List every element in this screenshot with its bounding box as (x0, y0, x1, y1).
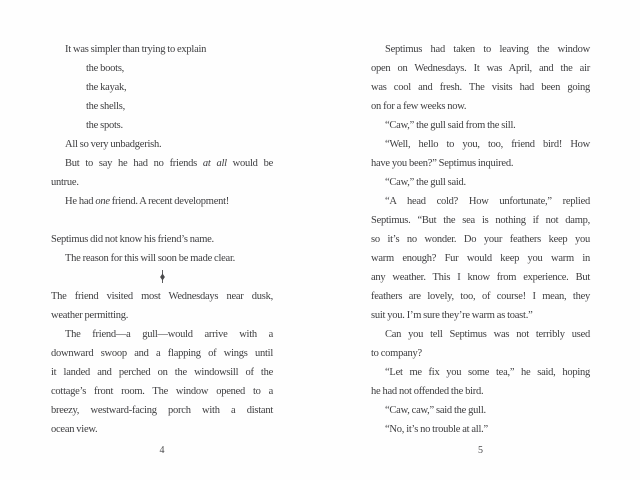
text-line (51, 230, 273, 249)
left-page-text (51, 40, 273, 439)
text-run: to company? (371, 348, 422, 359)
text-line (51, 59, 273, 78)
text-line (371, 363, 590, 382)
text-run: “A head cold? How unfortunate,” replied (385, 196, 590, 207)
text-line (371, 192, 590, 211)
text-run: Septimus had taken to leaving the window (385, 44, 590, 55)
text-run: have you been?” Septimus inquired. (371, 158, 514, 169)
text-run: warm enough? Fur would keep you warm in (371, 253, 590, 264)
text-line (371, 59, 590, 78)
text-run: The reason for this will soon be made clear. (65, 253, 236, 264)
text-run: The friend visited most Wednesdays near dusk, (51, 291, 273, 302)
text-run: “Caw,” the gull said. (385, 177, 466, 188)
text-run: Septimus did not know his friend’s name. (51, 234, 214, 245)
text-line (371, 173, 590, 192)
section-break-line (51, 268, 273, 287)
text-line (51, 173, 273, 192)
text-run: untrue. (51, 177, 79, 188)
text-line (51, 40, 273, 59)
text-line (371, 230, 590, 249)
text-line (51, 116, 273, 135)
text-line (371, 249, 590, 268)
text-run: the spots. (86, 120, 123, 131)
text-run: any weather. This I know from experience. But (371, 272, 590, 283)
text-line (51, 249, 273, 268)
text-run: friend. A recent development! (109, 196, 230, 207)
blank-line (51, 211, 273, 230)
text-line (371, 154, 590, 173)
italic-text-run: one (95, 196, 110, 207)
text-run: “Caw, caw,” said the gull. (385, 405, 486, 416)
text-run: open on Wednesdays. It was April, and the air (371, 63, 590, 74)
text-line (371, 325, 590, 344)
text-line (371, 306, 590, 325)
text-run: was cool and fresh. The visits had been going (371, 82, 590, 93)
text-line (371, 382, 590, 401)
text-line (51, 192, 273, 211)
text-run: It was simpler than trying to explain (65, 44, 207, 55)
text-line (371, 40, 590, 59)
text-run: downward swoop and a flapping of wings until (51, 348, 273, 359)
text-run: “Well, hello to you, too, friend bird! How (385, 139, 590, 150)
text-run: “No, it’s no trouble at all.” (385, 424, 488, 435)
text-run: “Let me fix you some tea,” he said, hoping (385, 367, 590, 378)
text-run: so it’s no wonder. Do your feathers keep you (371, 234, 590, 245)
italic-text-run: at all (202, 158, 227, 169)
text-line (51, 420, 273, 439)
text-line (371, 344, 590, 363)
text-run: He had (65, 196, 96, 207)
text-line (371, 287, 590, 306)
text-line (371, 97, 590, 116)
text-run: The friend—a gull—would arrive with a (65, 329, 273, 340)
text-run: the kayak, (86, 82, 127, 93)
text-run: suit you. I’m sure they’re warm as toast.” (371, 310, 533, 321)
text-run: the boots, (86, 63, 125, 74)
text-run: it landed and perched on the windowsill of the (51, 367, 273, 378)
right-page-text (371, 40, 590, 439)
text-line (371, 135, 590, 154)
text-run: “Caw,” the gull said from the sill. (385, 120, 516, 131)
text-run: cottage’s front room. The window opened to a (51, 386, 273, 397)
text-line (371, 211, 590, 230)
text-line (51, 287, 273, 306)
text-line (51, 325, 273, 344)
text-run: All so very unbadgerish. (65, 139, 162, 150)
text-run: the shells, (86, 101, 125, 112)
text-line (371, 401, 590, 420)
text-line (51, 78, 273, 97)
text-run: Septimus. “But the sea is nothing if not damp, (371, 215, 590, 226)
text-run: Can you tell Septimus was not terribly used (385, 329, 590, 340)
text-line (51, 382, 273, 401)
text-line (51, 135, 273, 154)
text-run: would be (226, 158, 273, 169)
text-run: feathers are lovely, too, of course! I mean, they (371, 291, 590, 302)
left-page-number: 4 (159, 445, 165, 456)
text-line (51, 306, 273, 325)
text-line (51, 363, 273, 382)
text-run: he had not offended the bird. (371, 386, 484, 397)
text-run: on for a few weeks now. (371, 101, 467, 112)
text-run: weather permitting. (51, 310, 129, 321)
text-line (51, 401, 273, 420)
text-line (51, 97, 273, 116)
text-run: But to say he had no friends (65, 158, 203, 169)
text-run: ocean view. (51, 424, 98, 435)
section-break-ornament-icon (159, 270, 166, 283)
text-line (51, 154, 273, 173)
text-line (51, 344, 273, 363)
text-line (371, 116, 590, 135)
text-line (371, 420, 590, 439)
text-line (371, 78, 590, 97)
text-line (371, 268, 590, 287)
right-page-number: 5 (478, 445, 483, 456)
text-run: breezy, westward-facing porch with a distant (51, 405, 273, 416)
